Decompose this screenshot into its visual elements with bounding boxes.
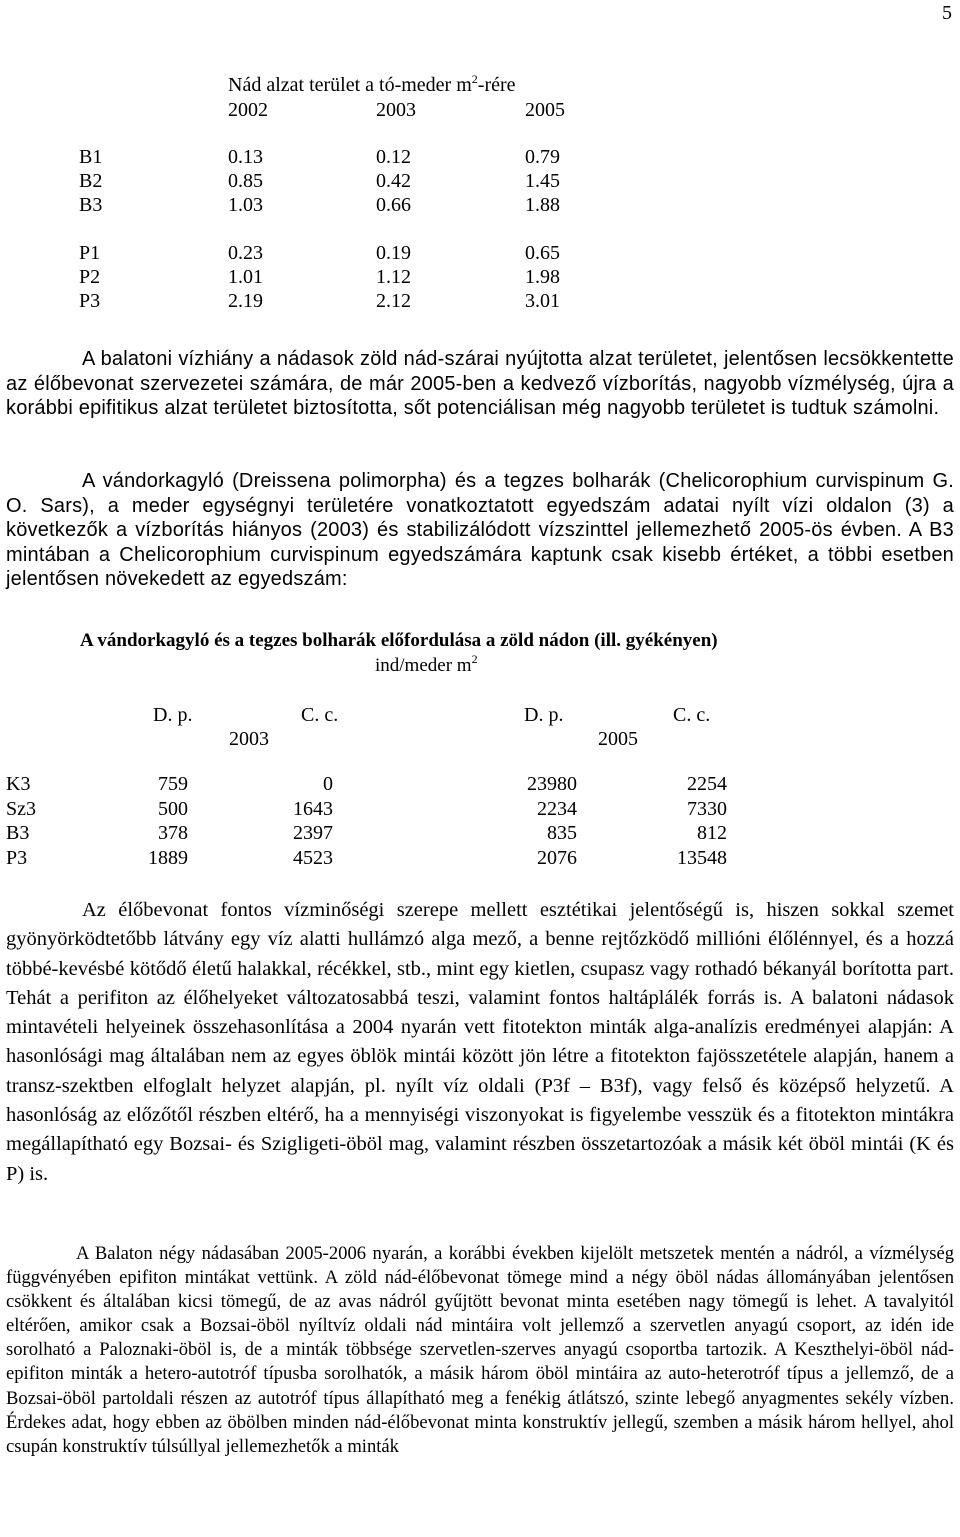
table1-cell: 0.23 — [228, 242, 263, 264]
table1-cell: 1.01 — [228, 266, 263, 288]
table2-cell: 7330 — [687, 798, 727, 820]
table2-row-label: B3 — [6, 822, 30, 844]
table1-year: 2003 — [376, 99, 416, 121]
table2-title: A vándorkagyló és a tegzes bolharák előfordulása a zöld nádon (ill. gyékényen) — [80, 630, 718, 651]
table2-year: 2005 — [598, 728, 638, 750]
table2-species: D. p. — [524, 704, 564, 726]
table1-row-label: P3 — [79, 290, 101, 312]
table2-species: D. p. — [153, 704, 193, 726]
table1-cell: 0.19 — [376, 242, 411, 264]
table2-cell: 2076 — [537, 847, 577, 869]
table1-cell: 1.12 — [376, 266, 411, 288]
table1-row-label: P2 — [79, 266, 101, 288]
table1-cell: 0.79 — [525, 146, 560, 168]
paragraph-1: A balatoni vízhiány a nádasok zöld nád-szárai nyújtotta alzat területet, jelentősen lecsökkentette az élőbevonat szervezetei számára, de már 2005-ben a kedvező vízborítás, nagyobb vízmélység, újra a korábbi epifitikus alzat területet biztosította, sőt potenciálisan még nagyobb területet is tudtuk számolni. — [6, 348, 954, 419]
table1-cell: 1.45 — [525, 170, 560, 192]
table1-caption-text: Nád alzat terület a tó-meder m — [228, 74, 472, 96]
table2-row-label: K3 — [6, 773, 31, 795]
paragraph-3: Az élőbevonat fontos vízminőségi szerepe mellett esztétikai jelentőségű is, hiszen sokkal szemet gyönyörködtetőbb látvány egy víz alatti hullámzó alga mező, a benne rejtőzködő millióni élőlénnyel, és a hozzá többé-kevésbé kötődő életű halakkal, récékkel, stb., mint egy kietlen, csupasz vagy rothadó békanyál borította part. Tehát a perifiton az élőhelyeket változatosabbá teszi, valamint fontos haltáplálék forrás is. A balatoni nádasok mintavételi helyeinek összehasonlítása a 2004 nyarán vett fitotekton minták alga-analízis eredményei alapján: A hasonlósági mag általában nem az egyes öblök mintái között jön létre a fitotekton fajösszetétele alapján, hanem a transz-szektben elfoglalt helyzet alapján, pl. nyílt víz oldali (P3f – B3f), vagy felső és középső helyzetű. A hasonlóság az előzőtől részben eltérő, ha a mennyiségi viszonyokat is figyelembe vesszük és a fitotekton mintákra megállapítható egy Bozsai- és Szigligeti-öböl mag, valamint részben összetartozóak a másik két öböl mintái (K és P) is. — [6, 899, 954, 1185]
table1-cell: 0.12 — [376, 146, 411, 168]
table2-species: C. c. — [301, 704, 339, 726]
table1-row-label: B2 — [79, 170, 103, 192]
table2-cell: 835 — [547, 822, 577, 844]
page-number: 5 — [942, 2, 952, 24]
table1-row-label: B3 — [79, 194, 103, 216]
table1-caption-suffix: -rére — [477, 74, 516, 96]
table2-cell: 378 — [158, 822, 188, 844]
table2-unit-text: ind/meder m — [375, 655, 472, 676]
table1-cell: 1.03 — [228, 194, 263, 216]
table1-row-label: P1 — [79, 242, 101, 264]
table1-cell: 0.66 — [376, 194, 411, 216]
table2-species: C. c. — [673, 704, 711, 726]
table1-year: 2005 — [525, 99, 565, 121]
table2-cell: 759 — [158, 773, 188, 795]
table2-row-label: Sz3 — [6, 798, 36, 820]
table2-cell: 1643 — [293, 798, 333, 820]
paragraph-2: A vándorkagyló (Dreissena polimorpha) és a tegzes bolharák (Chelicorophium curvispinum G. O. Sars), a meder egységnyi területére vonatkoztatott egyedszám adatai nyílt vízi oldalon (3) a következők a vízborítás hiányos (2003) és stabilizálódott vízszinttel jellemezhető 2005-ös évben. A B3 mintában a Chelicorophium curvispinum egyedszámára kaptunk csak kisebb értéket, a többi esetben jelentősen növekedett az egyedszám: — [6, 470, 954, 590]
table2-cell: 812 — [697, 822, 727, 844]
table1-row-label: B1 — [79, 146, 103, 168]
table1-cell: 2.12 — [376, 290, 411, 312]
table2-cell: 23980 — [527, 773, 577, 795]
table2-cell: 0 — [323, 773, 333, 795]
paragraph-4: A Balaton négy nádasában 2005-2006 nyarán, a korábbi években kijelölt metszetek mentén a nádról, a vízmélység függvényében epifiton mintákat vettünk. A zöld nád-élőbevonat tömege mind a négy öböl nádas állományában jelentősen csökkent és általában kicsi tömegű, de az avas nádról gyűjtött bevonat minta esetében nagy tömegű is lehet. A tavalyitól eltérően, amikor csak a Bozsai-öböl nyíltvíz oldali nád mintáira volt jellemző a szervetlen anyagú csoport, az idén ide sorolható a Paloznaki-öböl is, de a minták többsége szervetlen-szerves anyagú csoportba tartozik. A Keszthelyi-öböl nád-epifiton minták a hetero-autotróf típusba sorolhatók, a másik három öböl mintáira az auto-heterotróf típus a jellemző, de a Bozsai-öböl partoldali részen az autotróf típus állapítható meg a fenékig átlátszó, szinte lebegő anyagmentes sekély vízben. Érdekes adat, hogy ebben az öbölben minden nád-élőbevonat minta konstruktív jellegű, szemben a másik három hellyel, ahol csupán konstruktív túlsúllyal jellemezhetők a minták — [6, 1243, 954, 1457]
table2-year: 2003 — [229, 728, 269, 750]
table1-caption-sup: 2 — [471, 72, 478, 86]
table1-caption — [228, 74, 516, 97]
table2-unit-sup: 2 — [471, 652, 478, 666]
table1-cell: 1.88 — [525, 194, 560, 216]
table2-cell: 500 — [158, 798, 188, 820]
table1-cell: 3.01 — [525, 290, 560, 312]
table2-cell: 4523 — [293, 847, 333, 869]
table1-cell: 2.19 — [228, 290, 263, 312]
table1-year: 2002 — [228, 99, 268, 121]
table2-cell: 1889 — [148, 847, 188, 869]
table1-cell: 0.42 — [376, 170, 411, 192]
table2-cell: 13548 — [677, 847, 727, 869]
table1-cell: 1.98 — [525, 266, 560, 288]
table2-row-label: P3 — [6, 847, 28, 869]
table2-cell: 2234 — [537, 798, 577, 820]
table1-cell: 0.65 — [525, 242, 560, 264]
table2-unit — [375, 652, 478, 677]
table2-cell: 2397 — [293, 822, 333, 844]
table1-cell: 0.13 — [228, 146, 263, 168]
table1-cell: 0.85 — [228, 170, 263, 192]
table2-cell: 2254 — [687, 773, 727, 795]
